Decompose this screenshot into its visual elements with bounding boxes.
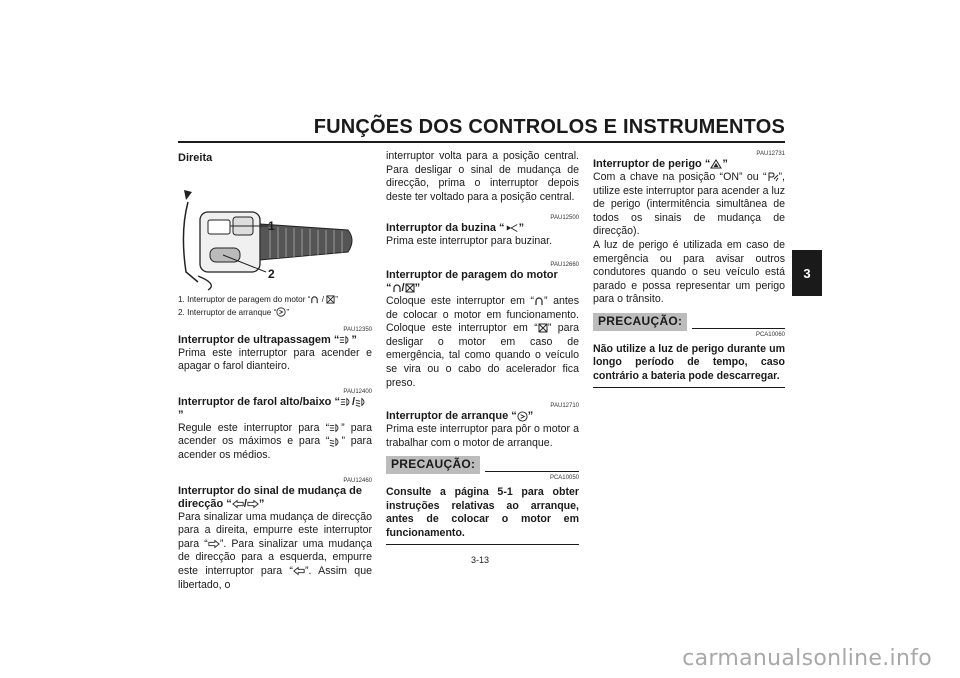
caution-label: PRECAUÇÃO: — [593, 313, 687, 331]
turn-left-icon — [232, 499, 244, 509]
engine-run-icon — [310, 295, 319, 304]
column-3 — [593, 150, 785, 388]
column-2 — [386, 150, 579, 545]
caution-end-rule — [593, 387, 785, 388]
parking-icon — [767, 172, 779, 182]
column-1 — [178, 150, 372, 592]
high-beam-icon — [329, 423, 341, 433]
code-pau12400: PAU12400 — [343, 388, 372, 395]
caution-label: PRECAUÇÃO: — [386, 456, 480, 474]
code-pau12660: PAU12660 — [550, 261, 579, 268]
handlebar-illustration — [178, 172, 372, 292]
page-title: FUNÇÕES DOS CONTROLOS E INSTRUMENTOS — [313, 116, 785, 138]
header-rule — [178, 141, 785, 143]
code-pca10050: PCA10050 — [549, 474, 579, 481]
turn-left-icon — [293, 566, 305, 576]
caution-box-2 — [593, 313, 785, 331]
heading-hazard-switch: Interruptor de perigo “ ” — [593, 158, 728, 170]
watermark: carmanualsonline.info — [682, 646, 932, 671]
handlebar-figure — [178, 172, 372, 292]
caption-2: 2. Interruptor de arranque “ ” — [178, 307, 290, 317]
code-pau12350: PAU12350 — [343, 326, 372, 333]
caution-text-2: Não utilize a luz de perigo durante um longo período de tempo, caso contrário a bateria pode descarregar. — [593, 342, 785, 382]
body-turn-switch: Para sinalizar uma mudança de direcção para a direita, empurre este interruptor para “ ”. Para sinalizar uma mudança de direcção para a esquerda, empurre este interruptor para “ ”. Assim que libertado, o — [178, 510, 372, 591]
heading-horn-switch: Interruptor da buzina “ ” — [386, 222, 525, 235]
engine-run-icon — [392, 283, 402, 293]
caption-1: 1. Interruptor de paragem do motor “ / ” — [178, 294, 338, 304]
chapter-tab: 3 — [792, 250, 822, 296]
body-hazard-switch: Com a chave na posição “ON” ou “ ”, utilize este interruptor para acender a luz de perigo (intermitência simultânea de todos os sinais de mudança de direcção). A luz de perigo é utilizada em caso de emergência ou para avisar outros condutores quando o seu veículo está parado e possa representar um perigo para o trânsito. — [593, 171, 785, 306]
low-beam-icon — [329, 437, 341, 447]
caution-box-1 — [386, 456, 579, 474]
body-engine-stop-switch: Coloque este interruptor em “ ” antes de colocar o motor em funcionamento. Coloque este interruptor em “ ” para desligar o motor em caso de emergência, tal como quando o veículo se vira ou o cabo do acelerador fica preso. — [386, 294, 579, 389]
engine-stop-icon — [326, 295, 335, 304]
caution-rule — [485, 471, 579, 472]
high-beam-icon — [340, 397, 352, 407]
heading-engine-stop-switch: Interruptor de paragem do motor “ / ” — [386, 268, 558, 294]
code-pau12731: PAU12731 — [756, 151, 785, 157]
start-icon — [276, 307, 286, 317]
body-turn-continued: interruptor volta para a posição central. Para desligar o sinal de mudança de direcção, prima o interruptor depois deste ter voltado para a posição central. — [386, 150, 579, 203]
heading-beam-switch: Interruptor de farol alto/baixo “ /” — [178, 396, 372, 422]
figure-label-2: 2 — [268, 266, 275, 281]
body-pass-switch: Prima este interruptor para acender e apagar o farol dianteiro. — [178, 346, 372, 373]
section-heading-right: Direita — [178, 152, 213, 164]
horn-icon — [505, 223, 519, 233]
high-beam-icon — [339, 335, 351, 345]
body-horn-switch: Prima este interruptor para buzinar. — [386, 235, 553, 248]
start-icon — [517, 411, 528, 422]
code-pau12460: PAU12460 — [343, 477, 372, 484]
caution-end-rule — [386, 544, 579, 545]
caution-rule — [692, 328, 785, 329]
figure-label-1: 1 — [268, 218, 275, 233]
code-pau12500: PAU12500 — [550, 215, 579, 222]
caution-text-1: Consulte a página 5-1 para obter instruções relativas ao arranque, antes de colocar o motor em funcionamento. — [386, 485, 579, 539]
low-beam-icon — [355, 397, 367, 407]
page-number: 3-13 — [470, 555, 489, 565]
engine-stop-icon — [538, 323, 548, 333]
turn-right-icon — [247, 499, 259, 509]
code-pca10060: PCA10060 — [755, 331, 785, 338]
turn-right-icon — [208, 539, 220, 549]
code-pau12710: PAU12710 — [550, 403, 579, 410]
hazard-icon — [710, 159, 722, 169]
heading-pass-switch: Interruptor de ultrapassagem “ ” — [178, 333, 357, 346]
heading-turn-switch: Interruptor do sinal de mudança de direcção “ / ” — [178, 484, 362, 510]
body-start-switch: Prima este interruptor para pôr o motor a trabalhar com o motor de arranque. — [386, 423, 579, 449]
engine-run-icon — [534, 296, 544, 306]
body-beam-switch: Regule este interruptor para “ ” para acender os máximos e para “ ” para acender os médios. — [178, 421, 372, 461]
heading-start-switch: Interruptor de arranque “ ” — [386, 410, 534, 423]
engine-stop-icon — [405, 283, 415, 293]
